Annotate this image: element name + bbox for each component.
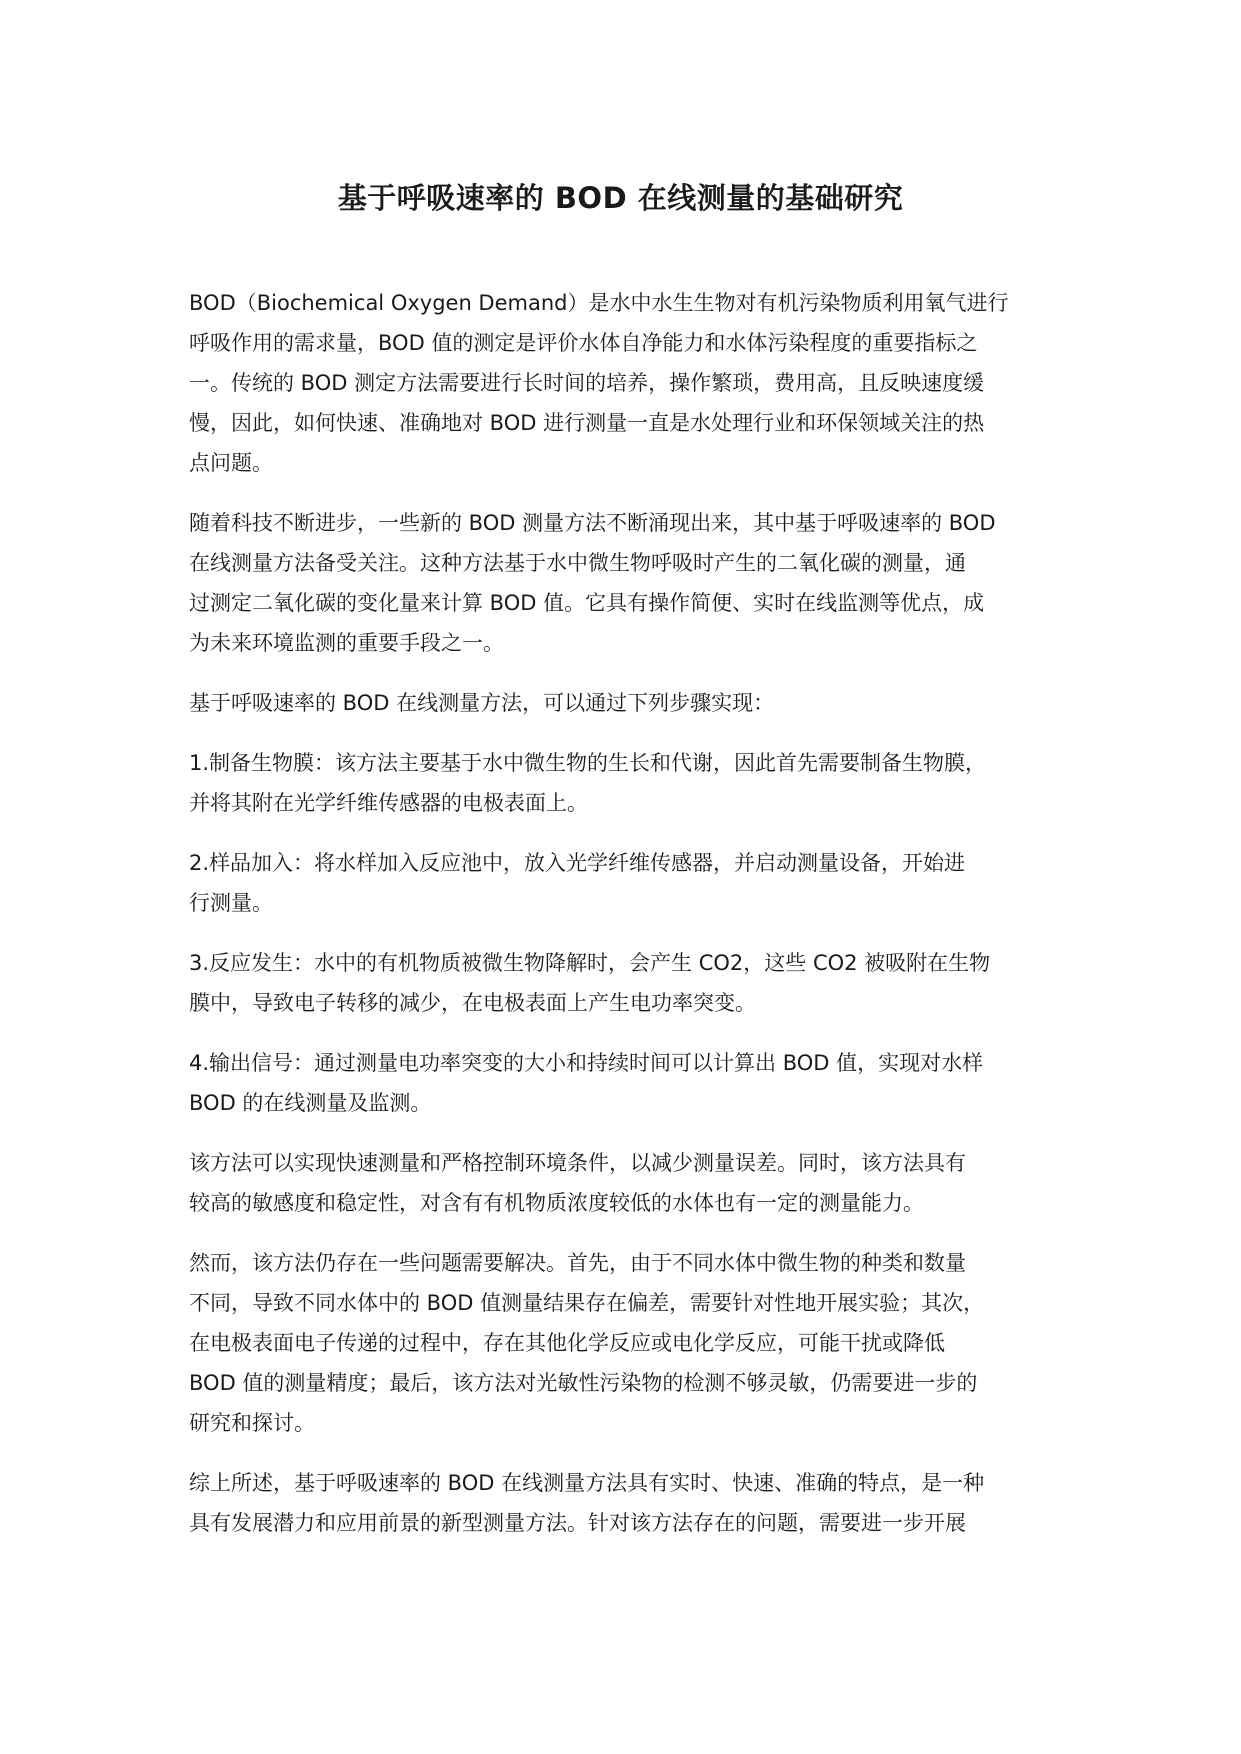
paragraph-line: 具有发展潜力和应用前景的新型测量方法。针对该方法存在的问题，需要进一步开展 (189, 1511, 966, 1535)
paragraph (189, 1143, 1084, 1223)
paragraph (189, 743, 1084, 823)
paragraph-line: 基于呼吸速率的 BOD 在线测量方法，可以通过下列步骤实现： (189, 691, 775, 715)
paragraph-line: 呼吸作用的需求量，BOD 值的测定是评价水体自净能力和水体污染程度的重要指标之 (189, 331, 978, 355)
paragraph (189, 1043, 1084, 1123)
paragraph-line: 较高的敏感度和稳定性，对含有有机物质浓度较低的水体也有一定的测量能力。 (189, 1191, 924, 1215)
paragraph-line: 综上所述，基于呼吸速率的 BOD 在线测量方法具有实时、快速、准确的特点，是一种 (189, 1471, 985, 1495)
paragraph-line: 点问题。 (189, 451, 273, 475)
document-title: 基于呼吸速率的 BOD 在线测量的基础研究 (337, 181, 904, 215)
paragraph-line: 并将其附在光学纤维传感器的电极表面上。 (189, 791, 588, 815)
paragraph-line: 膜中，导致电子转移的减少，在电极表面上产生电功率突变。 (189, 991, 756, 1015)
paragraph (189, 943, 1084, 1023)
paragraph (189, 1463, 1084, 1543)
paragraph-line: 过测定二氧化碳的变化量来计算 BOD 值。它具有操作简便、实时在线监测等优点，成 (189, 591, 985, 615)
paragraph-line: BOD 值的测量精度；最后，该方法对光敏性污染物的检测不够灵敏，仍需要进一步的 (189, 1371, 978, 1395)
paragraph-line: 然而，该方法仍存在一些问题需要解决。首先，由于不同水体中微生物的种类和数量 (189, 1251, 966, 1275)
paragraph-line: 研究和探讨。 (189, 1411, 315, 1435)
paragraph-line: BOD（Biochemical Oxygen Demand）是水中水生生物对有机污染物质利用氧气进行 (189, 291, 1009, 315)
paragraph (189, 1243, 1084, 1443)
paragraph (189, 843, 1084, 923)
paragraph-line: 在电极表面电子传递的过程中，存在其他化学反应或电化学反应，可能干扰或降低 (189, 1331, 945, 1355)
paragraph-line: 一。传统的 BOD 测定方法需要进行长时间的培养，操作繁琐，费用高，且反映速度缓 (189, 371, 985, 395)
paragraph-line: BOD 的在线测量及监测。 (189, 1091, 432, 1115)
paragraph-line: 慢，因此，如何快速、准确地对 BOD 进行测量一直是水处理行业和环保领域关注的热 (189, 411, 985, 435)
paragraph-line: 1.制备生物膜：该方法主要基于水中微生物的生长和代谢，因此首先需要制备生物膜， (189, 751, 987, 775)
paragraph-line: 该方法可以实现快速测量和严格控制环境条件，以减少测量误差。同时，该方法具有 (189, 1151, 966, 1175)
paragraph-line: 2.样品加入：将水样加入反应池中，放入光学纤维传感器，并启动测量设备，开始进 (189, 851, 966, 875)
paragraph-line: 为未来环境监测的重要手段之一。 (189, 631, 504, 655)
document-body (189, 283, 1084, 1563)
paragraph (189, 683, 1084, 723)
paragraph-line: 在线测量方法备受关注。这种方法基于水中微生物呼吸时产生的二氧化碳的测量，通 (189, 551, 966, 575)
paragraph (189, 503, 1084, 663)
paragraph-line: 行测量。 (189, 891, 273, 915)
paragraph (189, 283, 1084, 483)
paragraph-line: 3.反应发生：水中的有机物质被微生物降解时，会产生 CO2，这些 CO2 被吸附在生物 (189, 951, 991, 975)
paragraph-line: 不同，导致不同水体中的 BOD 值测量结果存在偏差，需要针对性地开展实验；其次， (189, 1291, 985, 1315)
paragraph-line: 4.输出信号：通过测量电功率突变的大小和持续时间可以计算出 BOD 值，实现对水样 (189, 1051, 984, 1075)
paragraph-line: 随着科技不断进步，一些新的 BOD 测量方法不断涌现出来，其中基于呼吸速率的 BOD (189, 511, 996, 535)
